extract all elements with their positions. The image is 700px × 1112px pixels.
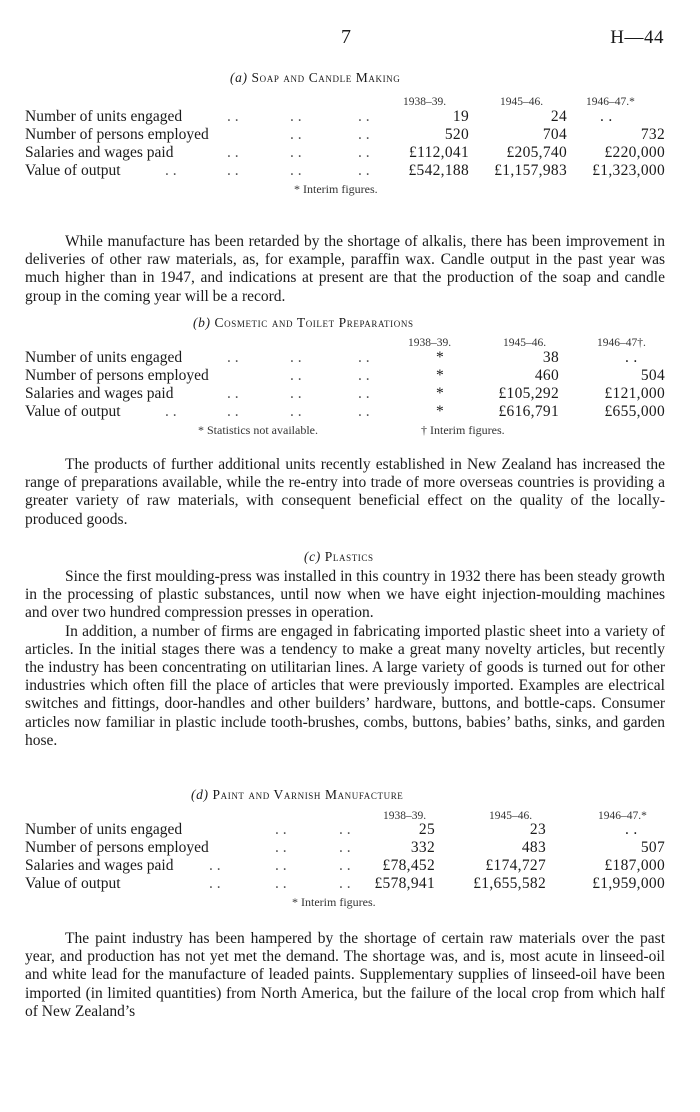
cell-1945: 483 (521, 839, 546, 856)
leader-dots: . . (275, 821, 287, 838)
cell-1945: £205,740 (506, 144, 567, 161)
row-label: Number of persons employed (25, 367, 209, 384)
cell-1938: * (435, 403, 445, 420)
cell-1946: . . (625, 821, 638, 838)
section-a-col-1945: 1945–46. (500, 96, 544, 108)
leader-dots: . . (358, 403, 370, 420)
section-b-col-1946: 1946–47†. (597, 337, 646, 349)
cell-1945: 23 (529, 821, 546, 838)
leader-dots: . . (358, 385, 370, 402)
cell-1945: £1,655,582 (473, 875, 546, 892)
leader-dots: . . (290, 403, 302, 420)
leader-dots: . . (275, 875, 287, 892)
paragraph-text: The products of further additional units recently established in New Zealand has increased the range of preparations available, while the re-entry into trade of more overseas countries is providing a greater variety of raw materials, with consequent beneficial effect on the quality of the locally-produced goods. (25, 456, 665, 528)
section-a-label: (a) (230, 70, 248, 85)
leader-dots: . . (290, 349, 302, 366)
section-a-col-1946: 1946–47.* (586, 96, 635, 108)
section-c-heading (304, 549, 374, 565)
leader-dots: . . (227, 108, 239, 125)
row-label: Number of units engaged (25, 349, 183, 366)
section-d-col-1945: 1945–46. (489, 810, 533, 822)
section-c-title: Plastics (324, 549, 374, 564)
leader-dots: . . (339, 821, 351, 838)
row-label: Number of units engaged (25, 821, 183, 838)
cell-1946: £220,000 (604, 144, 665, 161)
section-b-col-1945: 1945–46. (503, 337, 547, 349)
leader-dots: . . (227, 385, 239, 402)
section-b-footnote-2: † Interim figures. (421, 423, 505, 437)
leader-dots: . . (227, 403, 239, 420)
section-a-footnote: * Interim figures. (294, 182, 378, 196)
row-label: Number of persons employed (25, 126, 209, 143)
leader-dots: . . (227, 162, 239, 179)
cell-1946: £121,000 (604, 385, 665, 402)
cell-1945: £616,791 (498, 403, 559, 420)
section-b-heading (193, 315, 414, 331)
leader-dots: . . (358, 126, 370, 143)
cell-1945: £1,157,983 (494, 162, 567, 179)
cell-1938: * (435, 349, 445, 366)
leader-dots: . . (358, 349, 370, 366)
cell-1946: £655,000 (604, 403, 665, 420)
section-b-col-1938: 1938–39. (408, 337, 452, 349)
section-a-col-1938: 1938–39. (403, 96, 447, 108)
section-b-title: Cosmetic and Toilet Preparations (214, 315, 414, 330)
cell-1945: 38 (542, 349, 559, 366)
leader-dots: . . (339, 875, 351, 892)
cell-1945: 704 (542, 126, 567, 143)
paragraph-text: In addition, a number of firms are engaged in fabricating imported plastic sheet into a variety of articles. In the initial stages there was a tendency to make a great many novelty articles, but recently the industry has been concentrating on utilitarian lines. A large variety of goods is turned out for other industries which often fill the place of articles that were previously imported. Examples are electrical switches and fittings, door-handles and other builders’ hardware, buttons, and bottle-caps. Consumer articles now familiar in plastic include tooth-brushes, combs, buttons, babies’ baths, sinks, and garden hose. (25, 622, 665, 749)
cell-1946: 507 (640, 839, 665, 856)
leader-dots: . . (339, 857, 351, 874)
leader-dots: . . (275, 857, 287, 874)
section-c-paragraphs (25, 568, 665, 750)
leader-dots: . . (339, 839, 351, 856)
section-d-title: Paint and Varnish Manufacture (212, 787, 404, 802)
document-reference: H—44 (610, 27, 664, 48)
section-a-heading (230, 70, 400, 86)
leader-dots: . . (290, 385, 302, 402)
cell-1946: . . (625, 349, 638, 366)
leader-dots: . . (358, 162, 370, 179)
cell-1946: £187,000 (604, 857, 665, 874)
page-number: 7 (341, 26, 351, 48)
section-d-paragraph (25, 930, 665, 1021)
cell-1946: 504 (640, 367, 665, 384)
section-a-title: Soap and Candle Making (251, 70, 401, 85)
leader-dots: . . (209, 857, 221, 874)
paragraph-text: Since the first moulding-press was installed in this country in 1932 there has been steady growth in the processing of plastic substances, until now when we have eight injection-moulding machines and over two hundred compression presses in operation. (25, 568, 665, 622)
cell-1945: 460 (534, 367, 559, 384)
leader-dots: . . (165, 403, 177, 420)
leader-dots: . . (227, 144, 239, 161)
section-d-footnote: * Interim figures. (292, 895, 376, 909)
leader-dots: . . (290, 367, 302, 384)
row-label: Value of output (25, 875, 121, 892)
cell-1938: 19 (452, 108, 469, 125)
section-b-paragraph (25, 456, 665, 529)
cell-1938: £578,941 (374, 875, 435, 892)
leader-dots: . . (209, 875, 221, 892)
leader-dots: . . (358, 144, 370, 161)
cell-1946: £1,959,000 (592, 875, 665, 892)
cell-1946: £1,323,000 (592, 162, 665, 179)
section-a-paragraph (25, 233, 665, 306)
cell-1938: * (435, 385, 445, 402)
row-label: Salaries and wages paid (25, 144, 174, 161)
cell-1938: 520 (444, 126, 469, 143)
section-d-col-1946: 1946–47.* (598, 810, 647, 822)
cell-1945: £105,292 (498, 385, 559, 402)
leader-dots: . . (358, 108, 370, 125)
paragraph-text: The paint industry has been hampered by the shortage of certain raw materials over the past year, and production has not yet met the demand. The shortage was, and is, most acute in linseed-oil and white lead for the manufacture of leaded paints. Supplementary supplies of linseed-oil have been imported (in limited quantities) from North America, but the failure of the local crop from which half of New Zealand’s (25, 930, 665, 1020)
row-label: Value of output (25, 162, 121, 179)
cell-1945: 24 (550, 108, 567, 125)
cell-1946: 732 (640, 126, 665, 143)
leader-dots: . . (290, 108, 302, 125)
cell-1938: £542,188 (408, 162, 469, 179)
cell-1938: * (435, 367, 445, 384)
cell-1938: £78,452 (382, 857, 435, 874)
section-b-footnote-1: * Statistics not available. (198, 423, 318, 437)
cell-1945: £174,727 (485, 857, 546, 874)
row-label: Number of persons employed (25, 839, 209, 856)
row-label: Salaries and wages paid (25, 857, 174, 874)
section-d-heading (191, 787, 403, 803)
leader-dots: . . (290, 126, 302, 143)
cell-1938: 25 (418, 821, 435, 838)
section-b-label: (b) (193, 315, 211, 330)
leader-dots: . . (165, 162, 177, 179)
leader-dots: . . (290, 144, 302, 161)
leader-dots: . . (227, 349, 239, 366)
section-c-label: (c) (304, 549, 321, 564)
leader-dots: . . (290, 162, 302, 179)
section-d-col-1938: 1938–39. (383, 810, 427, 822)
cell-1946: . . (600, 108, 613, 125)
row-label: Number of units engaged (25, 108, 183, 125)
leader-dots: . . (275, 839, 287, 856)
section-d-label: (d) (191, 787, 209, 802)
cell-1938: £112,041 (409, 144, 469, 161)
cell-1938: 332 (410, 839, 435, 856)
row-label: Value of output (25, 403, 121, 420)
paragraph-text: While manufacture has been retarded by the shortage of alkalis, there has been improvement in deliveries of other raw materials, as, for example, paraffin wax. Candle output in the past year was much higher than in 1947, and indications at present are that the production of the soap and candle group in the coming year will be a record. (25, 233, 665, 305)
leader-dots: . . (358, 367, 370, 384)
row-label: Salaries and wages paid (25, 385, 174, 402)
